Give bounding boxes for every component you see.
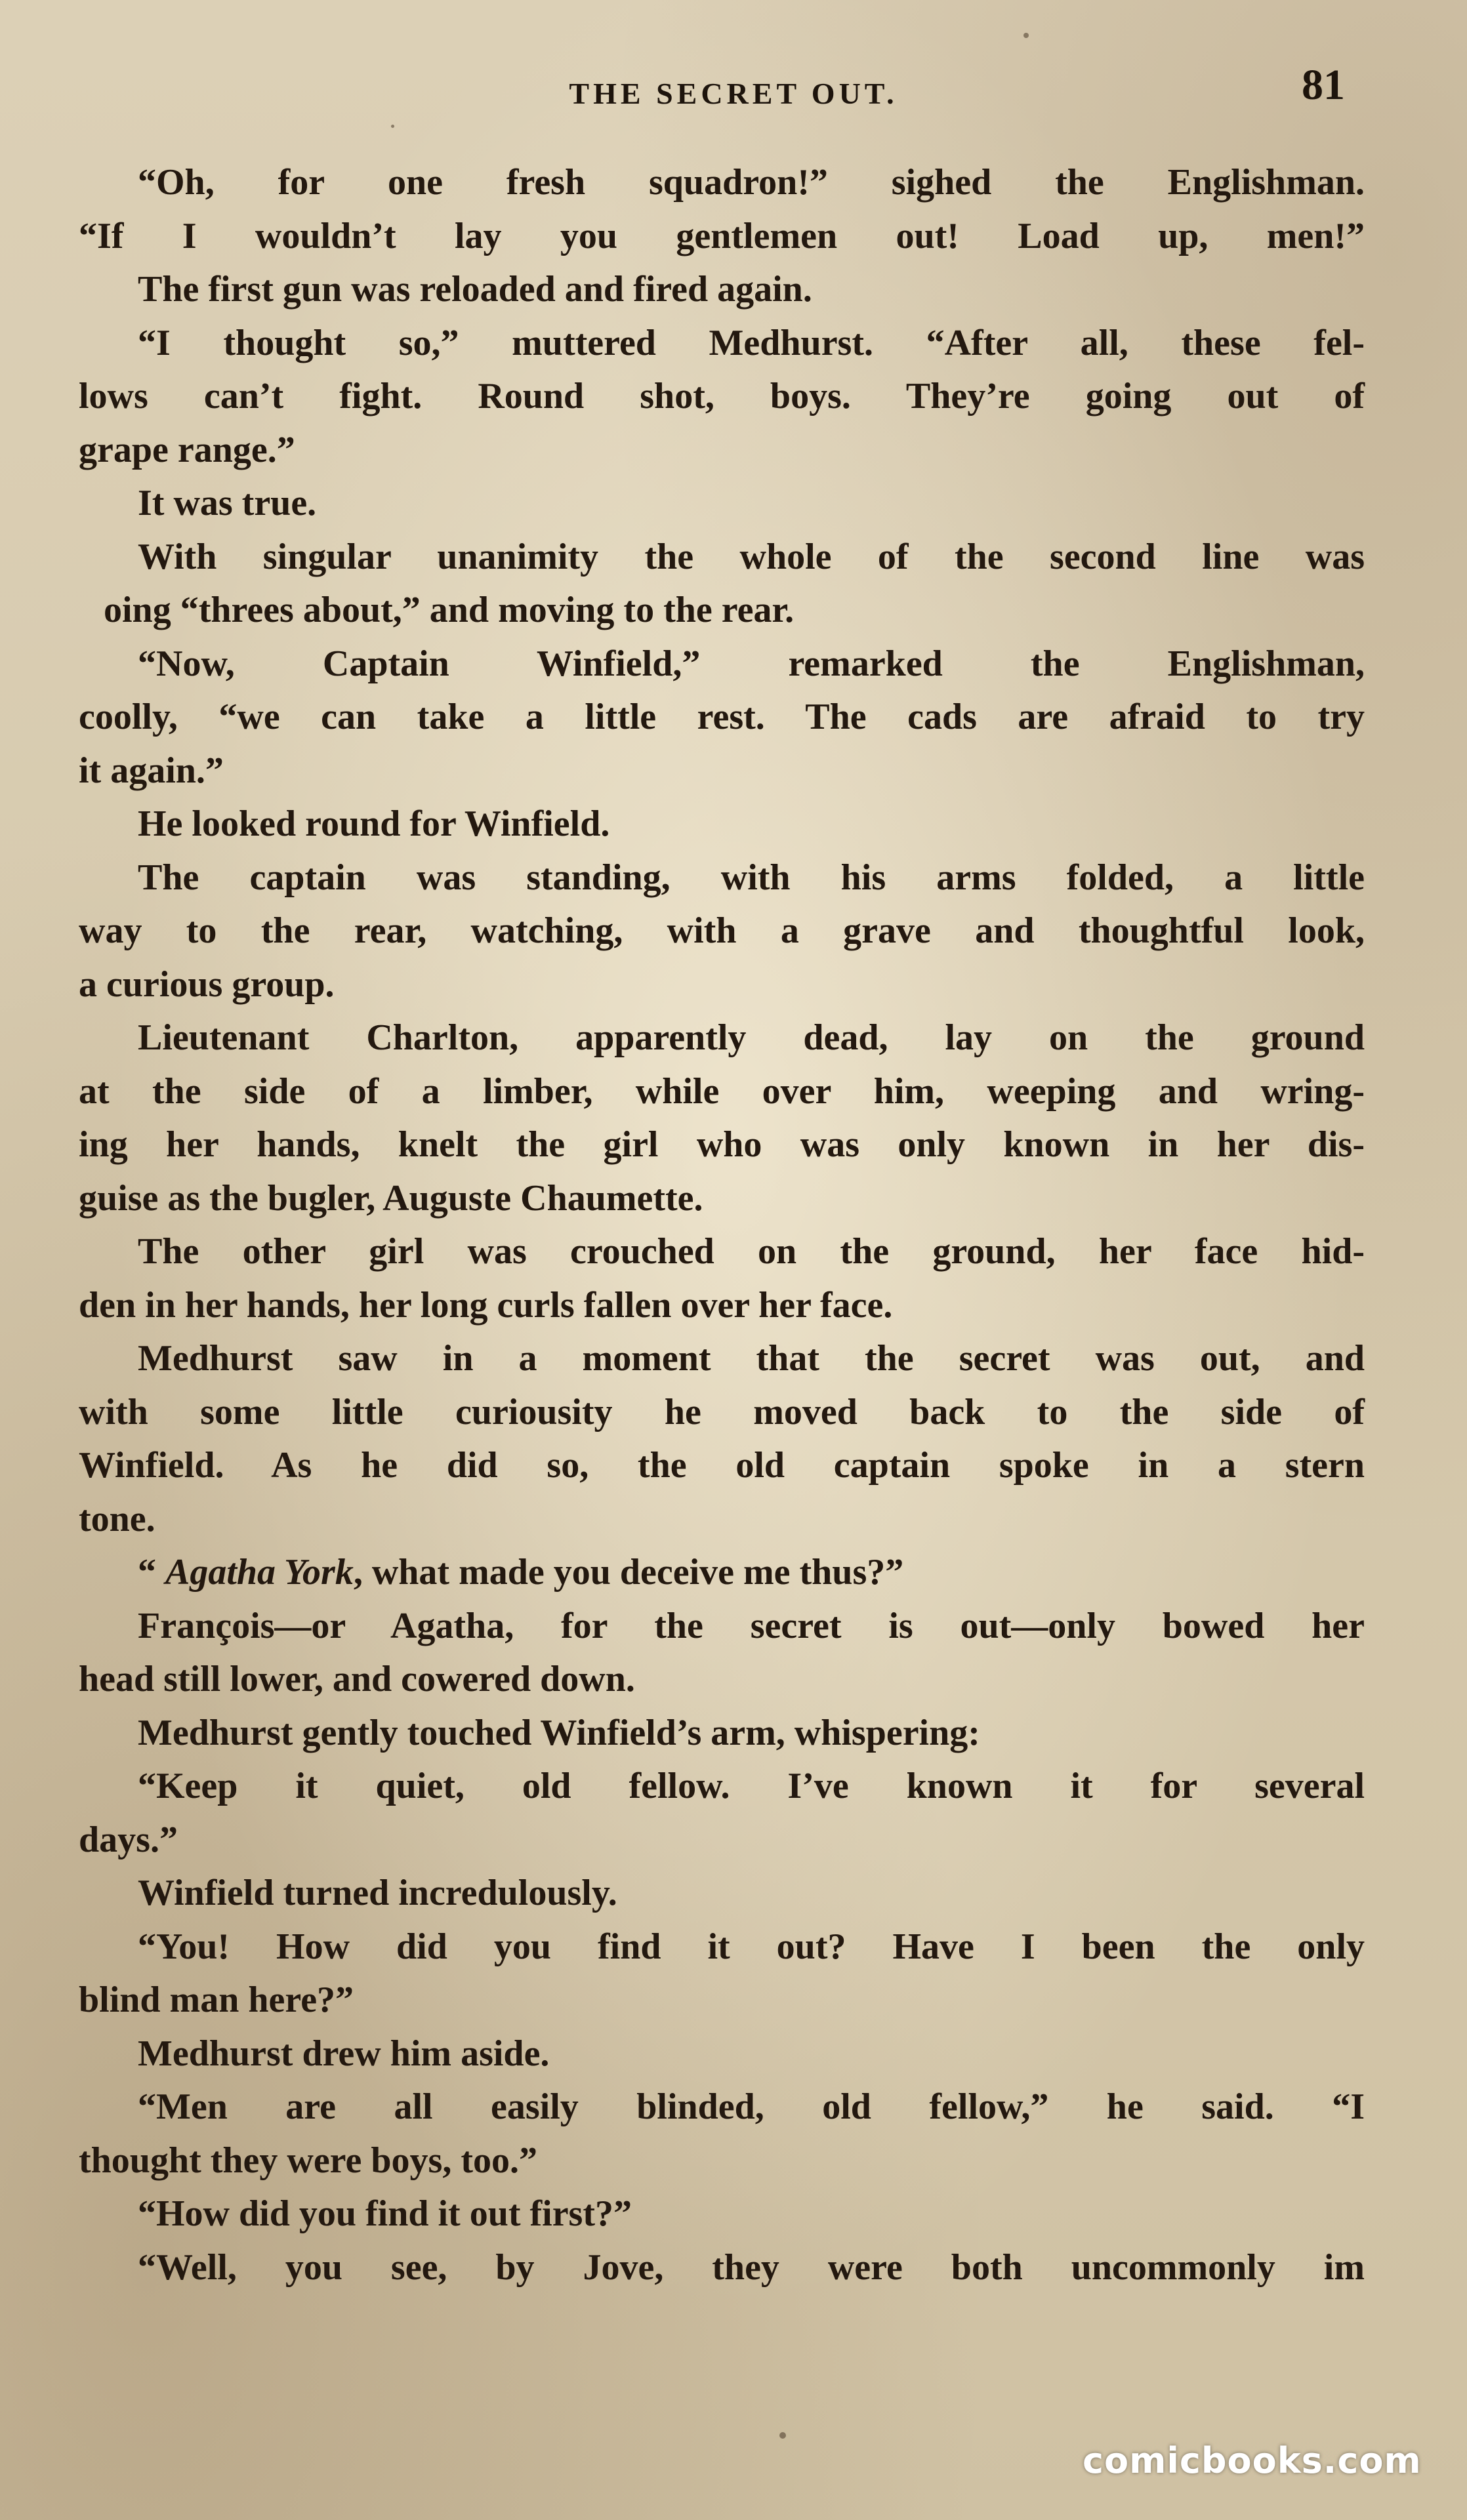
- running-head: THE SECRET OUT.: [569, 77, 898, 110]
- text-line: “Now, Captain Winfield,” remarked the Englishman,: [138, 643, 1365, 684]
- text-line: Medhurst gently touched Winfield’s arm, whispering:: [138, 1712, 980, 1753]
- text-line: He looked round for Winfield.: [138, 803, 610, 844]
- text-line: guise as the bugler, Auguste Chaumette.: [79, 1177, 703, 1219]
- text-line: it again.”: [79, 750, 224, 791]
- print-speck: [1023, 33, 1029, 38]
- text-line: “I thought so,” muttered Medhurst. “After all, these fel-: [138, 322, 1365, 363]
- text-line: thought they were boys, too.”: [79, 2140, 537, 2181]
- text-line: grape range.”: [79, 429, 295, 470]
- text-line: tone.: [79, 1498, 155, 1539]
- text-line: “Well, you see, by Jove, they were both uncommonly im: [138, 2246, 1365, 2288]
- text-line: blind man here?”: [79, 1980, 354, 2020]
- print-speck: [779, 2432, 786, 2439]
- text-line: at the side of a limber, while over him, weeping and wring-: [79, 1070, 1365, 1112]
- text-line: Winfield. As he did so, the old captain spoke in a stern: [79, 1445, 1365, 1486]
- text-line: lows can’t fight. Round shot, boys. They’re going out of: [79, 376, 1365, 417]
- text-line: oing “threes about,” and moving to the rear.: [104, 590, 795, 630]
- text-fragment: , what made you deceive me thus?”: [353, 1552, 904, 1593]
- watermark: comicbooks.com: [1083, 2440, 1422, 2481]
- quote-open: “: [138, 1552, 156, 1593]
- text-line: “Keep it quiet, old fellow. I’ve known it for several: [138, 1766, 1365, 1806]
- text-line: “Oh, for one fresh squadron!” sighed the Englishman.: [138, 162, 1365, 203]
- text-line: “If I wouldn’t lay you gentlemen out! Load up, men!”: [79, 215, 1365, 256]
- text-line: François—or Agatha, for the secret is out—only bowed her: [138, 1605, 1365, 1646]
- text-line: way to the rear, watching, with a grave and thoughtful look,: [79, 910, 1365, 951]
- print-speck: [391, 125, 394, 128]
- text-line: with some little curiousity he moved back to the side of: [79, 1391, 1365, 1433]
- text-line: It was true.: [138, 483, 317, 523]
- text-line: den in her hands, her long curls fallen over her face.: [79, 1284, 893, 1326]
- page-header: [0, 60, 1467, 119]
- page-number: 81: [1302, 61, 1345, 109]
- text-line: The other girl was crouched on the ground, her face hid-: [138, 1231, 1365, 1272]
- text-line: coolly, “we can take a little rest. The cads are afraid to try: [79, 697, 1365, 737]
- text-line: The first gun was reloaded and fired again.: [138, 269, 812, 310]
- text-line: The captain was standing, with his arms folded, a little: [138, 857, 1365, 898]
- text-line: “Men are all easily blinded, old fellow,” he said. “I: [138, 2086, 1365, 2127]
- text-line: Medhurst drew him aside.: [138, 2033, 550, 2074]
- text-line: head still lower, and cowered down.: [79, 1659, 635, 1699]
- text-line: “How did you find it out first?”: [138, 2193, 632, 2234]
- text-line: [79, 1546, 1365, 1600]
- text-line: “You! How did you find it out? Have I been the only: [138, 1926, 1365, 1967]
- italic-name: Agatha York: [165, 1552, 354, 1593]
- body-text: [79, 156, 1365, 2294]
- text-line: ing her hands, knelt the girl who was only known in her dis-: [79, 1124, 1365, 1165]
- text-line: Medhurst saw in a moment that the secret was out, and: [138, 1338, 1365, 1379]
- text-line: Lieutenant Charlton, apparently dead, lay on the ground: [138, 1017, 1365, 1058]
- text-line: With singular unanimity the whole of the second line was: [138, 536, 1365, 577]
- text-line: days.”: [79, 1819, 178, 1860]
- text-line: a curious group.: [79, 964, 335, 1005]
- text-line: Winfield turned incredulously.: [138, 1873, 617, 1913]
